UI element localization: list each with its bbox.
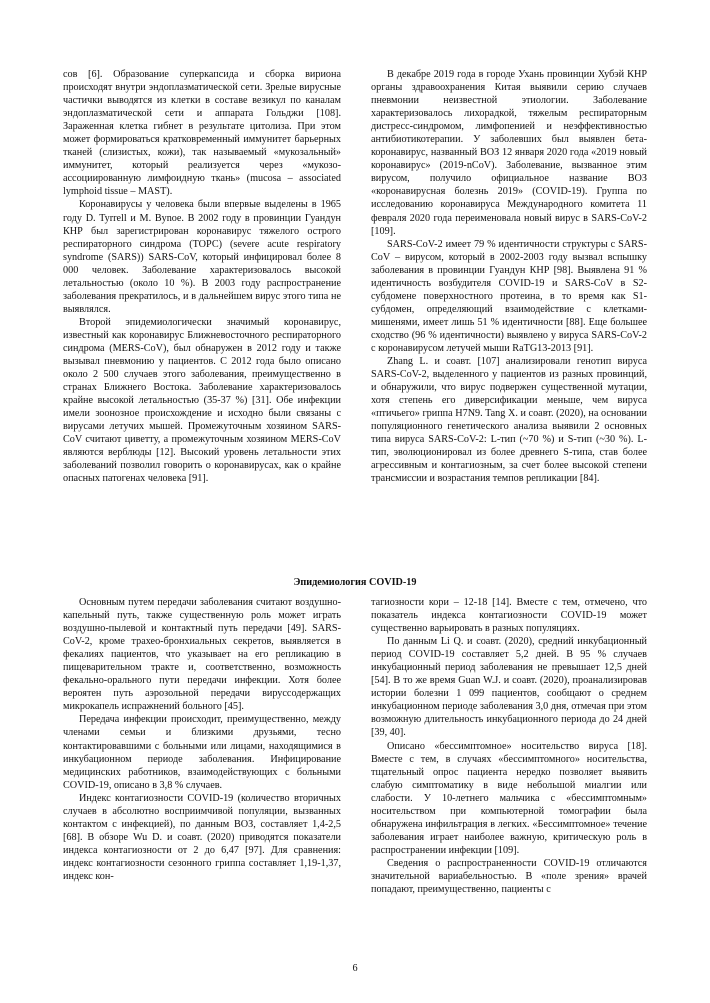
paragraph: тагиозности кори – 12-18 [14]. Вместе с тем, отмечено, что показатель индекса контагиозности COVID-19 может существенно варьировать в разных популяциях.	[371, 597, 647, 635]
page-number: 6	[352, 963, 358, 974]
paragraph: Передача инфекции происходит, преимущественно, между членами семьи и близкими друзьями, тесно контактировавшими с больными или лицами, находящимися в инкубационном периоде заболевания. Инфицирование медицинских работников, взаимодействующих с больными COVID-19, описано в 3,8 % случаев.	[63, 714, 341, 791]
paragraph: По данным Li Q. и соавт. (2020), средний инкубационный период COVID-19 составляет 5,2 дней. В 95 % случаев инкубационный период заболевания не превышает 12,5 дней [54]. В то же время Guan W.J. и соавт. (2020), проанализировав истории болезни 1 099 пациентов, сообщают о среднем инкубационном периоде заболевания 3,0 дня, отмечая при этом возможную длительность инкубационного периода до 24 дней [39, 40].	[371, 636, 647, 739]
text-column-top-right	[371, 68, 647, 486]
paragraph: SARS-CoV-2 имеет 79 % идентичности структуры с SARS-CoV – вирусом, который в 2002-2003 году вызвал вспышку заболевания в провинции Гуандун КНР [98]. Выявлена 91 % идентичность возбудителя COVID-19 и SARS-CoV в S2-субдомене поверхностного протеина, в то время как S1-субдомен, определяющий взаимодействие с клетками-мишенями, имеет лишь 51 % идентичности [88]. Еще большее сходство (96 % идентичности) выявлено у вируса SARS-CoV-2 с коронавирусом летучей мыши RaTG13-2013 [91].	[371, 238, 647, 354]
paragraph: сов [6]. Образование суперкапсида и сборка вириона происходят внутри эндоплазматической сети. Зрелые вирусные частички выводятся из клетки в составе везикул по каналам эндоплазматической сети и аппарата Гольджи [108]. Зараженная клетка гибнет в результате цитолиза. При этом может формироваться кратковременный иммунитет барьерных тканей (слизистых, кожи), так называемый «мукозальный» иммунитет, который реализуется через «мукозо-ассоциированную лимфоидную ткань» (mucosa – associated lymphoid tissue – MAST).	[63, 69, 341, 198]
text-column-bottom-right	[371, 596, 647, 896]
paragraph: Основным путем передачи заболевания считают воздушно-капельный путь, также существенную роль может играть воздушно-пылевой и контактный путь передачи [49]. SARS-CoV-2, кроме трахео-бронхиальных секретов, выявляется в фекалиях пациентов, что указывает на его репликацию в пищеварительном тракте и, соответственно, возможность фекально-орального пути передачи инфекции. Хотя более вероятен путь аэрозольной передачи вируссодержащих микрокапель испражнений больного [45].	[63, 597, 341, 713]
text-column-top-left	[63, 68, 341, 486]
paragraph: Второй эпидемиологически значимый коронавирус, известный как коронавирус Ближневосточного респираторного синдрома (MERS-CoV), был обнаружен в 2012 году и также вызывал пневмонию у пациентов. С 2012 года было описано около 2 500 случаев этого заболевания, преимущественно в странах Ближнего Востока. Заболевание характеризовалось крайне высокой летальностью (35-37 %) [31]. Обе инфекции имели зоонозное происхождение и исходно были связаны с вирусами летучих мышей. Промежуточным хозяином SARS-CoV считают циветту, а промежуточным хозяином MERS-CoV являются верблюды [12]. Высокий уровень летальности этих заболеваний позволил говорить о коронавирусах, как о крайне опасных патогенах человека [91].	[63, 316, 341, 485]
paragraph: Сведения о распространенности COVID-19 отличаются значительной вариабельностью. В «поле зрения» врачей попадают, преимущественно, пациенты с	[371, 857, 647, 896]
paragraph: Zhang L. и соавт. [107] анализировали генотип вируса SARS-CoV-2, выделенного у пациентов из разных провинций, и обнаружили, что вирус подвержен существенной мутации, хотя степень его диверсификации меньше, чем вируса «птичьего» гриппа H7N9. Tang X. и соавт. (2020), на основании популяционного генетического анализа выявили 2 основных типа вируса SARS-CoV-2: L-тип (~70 %) и S-тип (~30 %). L-тип, эволюционировал из более древнего S-типа, став более агрессивным и контагиозным, за счет более высокой степени трансмиссии и возрастания темпов репликации [84].	[371, 356, 647, 485]
paragraph: Описано «бессимптомное» носительство вируса [18]. Вместе с тем, в случаях «бессимптомного» носительства, тщательный опрос пациента нередко позволяет выявить слабую симптоматику в виде небольшой миалгии или слабости. У 10-летнего мальчика с «бессимптомным» носительством при компьютерной томографии была обнаружена инфильтрация в легких. «Бессимптомное» течение заболевания играет наиболее важную, критическую роль в распространении инфекции [109].	[371, 740, 647, 856]
section-heading: Эпидемиология COVID-19	[293, 577, 417, 588]
paragraph: Индекс контагиозности COVID-19 (количество вторичных случаев в абсолютно восприимчивой популяции, вызванных контактом с инфекцией), по данным ВОЗ, составляет 1,4-2,5 [68]. В обзоре Wu D. и соавт. (2020) приводятся показатели индекса контагиозности от 2 до 6,47 [97]. Для сравнения: индекс контагиозности сезонного гриппа составляет 1,19-1,37, индекс кон-	[63, 792, 341, 882]
paragraph: Коронавирусы у человека были впервые выделены в 1965 году D. Tyrrell и M. Bynoe. В 2002 году в провинции Гуандун КНР был зарегистрирован коронавирус тяжелого острого респираторного синдрома (ТОРС) (severe acute respiratory syndrome (SARS)) SARS-CoV, который инфицировал более 8 000 человек. Заболевание характеризовалось высокой летальностью (около 10 %). В 2003 году распространение заболевания прекратилось, и в дальнейшем вирус этого типа не выявлялся.	[63, 199, 341, 315]
text-column-bottom-left	[63, 596, 341, 883]
paragraph: В декабре 2019 года в городе Ухань провинции Хубэй КНР органы здравоохранения Китая выявили серию случаев пневмонии неизвестной этиологии. Заболевание характеризовалось лихорадкой, тяжелым респираторным дистресс-синдромом, лимфопенией и неэффективностью антибиотикотерапии. У заболевших был выявлен бета-коронавирус, названный ВОЗ 12 января 2020 года «2019 новый коронавирус» (2019-nCoV). Заболевание, вызванное этим вирусом, получило официальное название ВОЗ «коронавирусная болезнь 2019» (COVID-19). Группа по исследованию коронавируса Международного комитета 11 февраля 2020 года переименовала новый вирус в SARS-CoV-2 [109].	[371, 69, 647, 237]
